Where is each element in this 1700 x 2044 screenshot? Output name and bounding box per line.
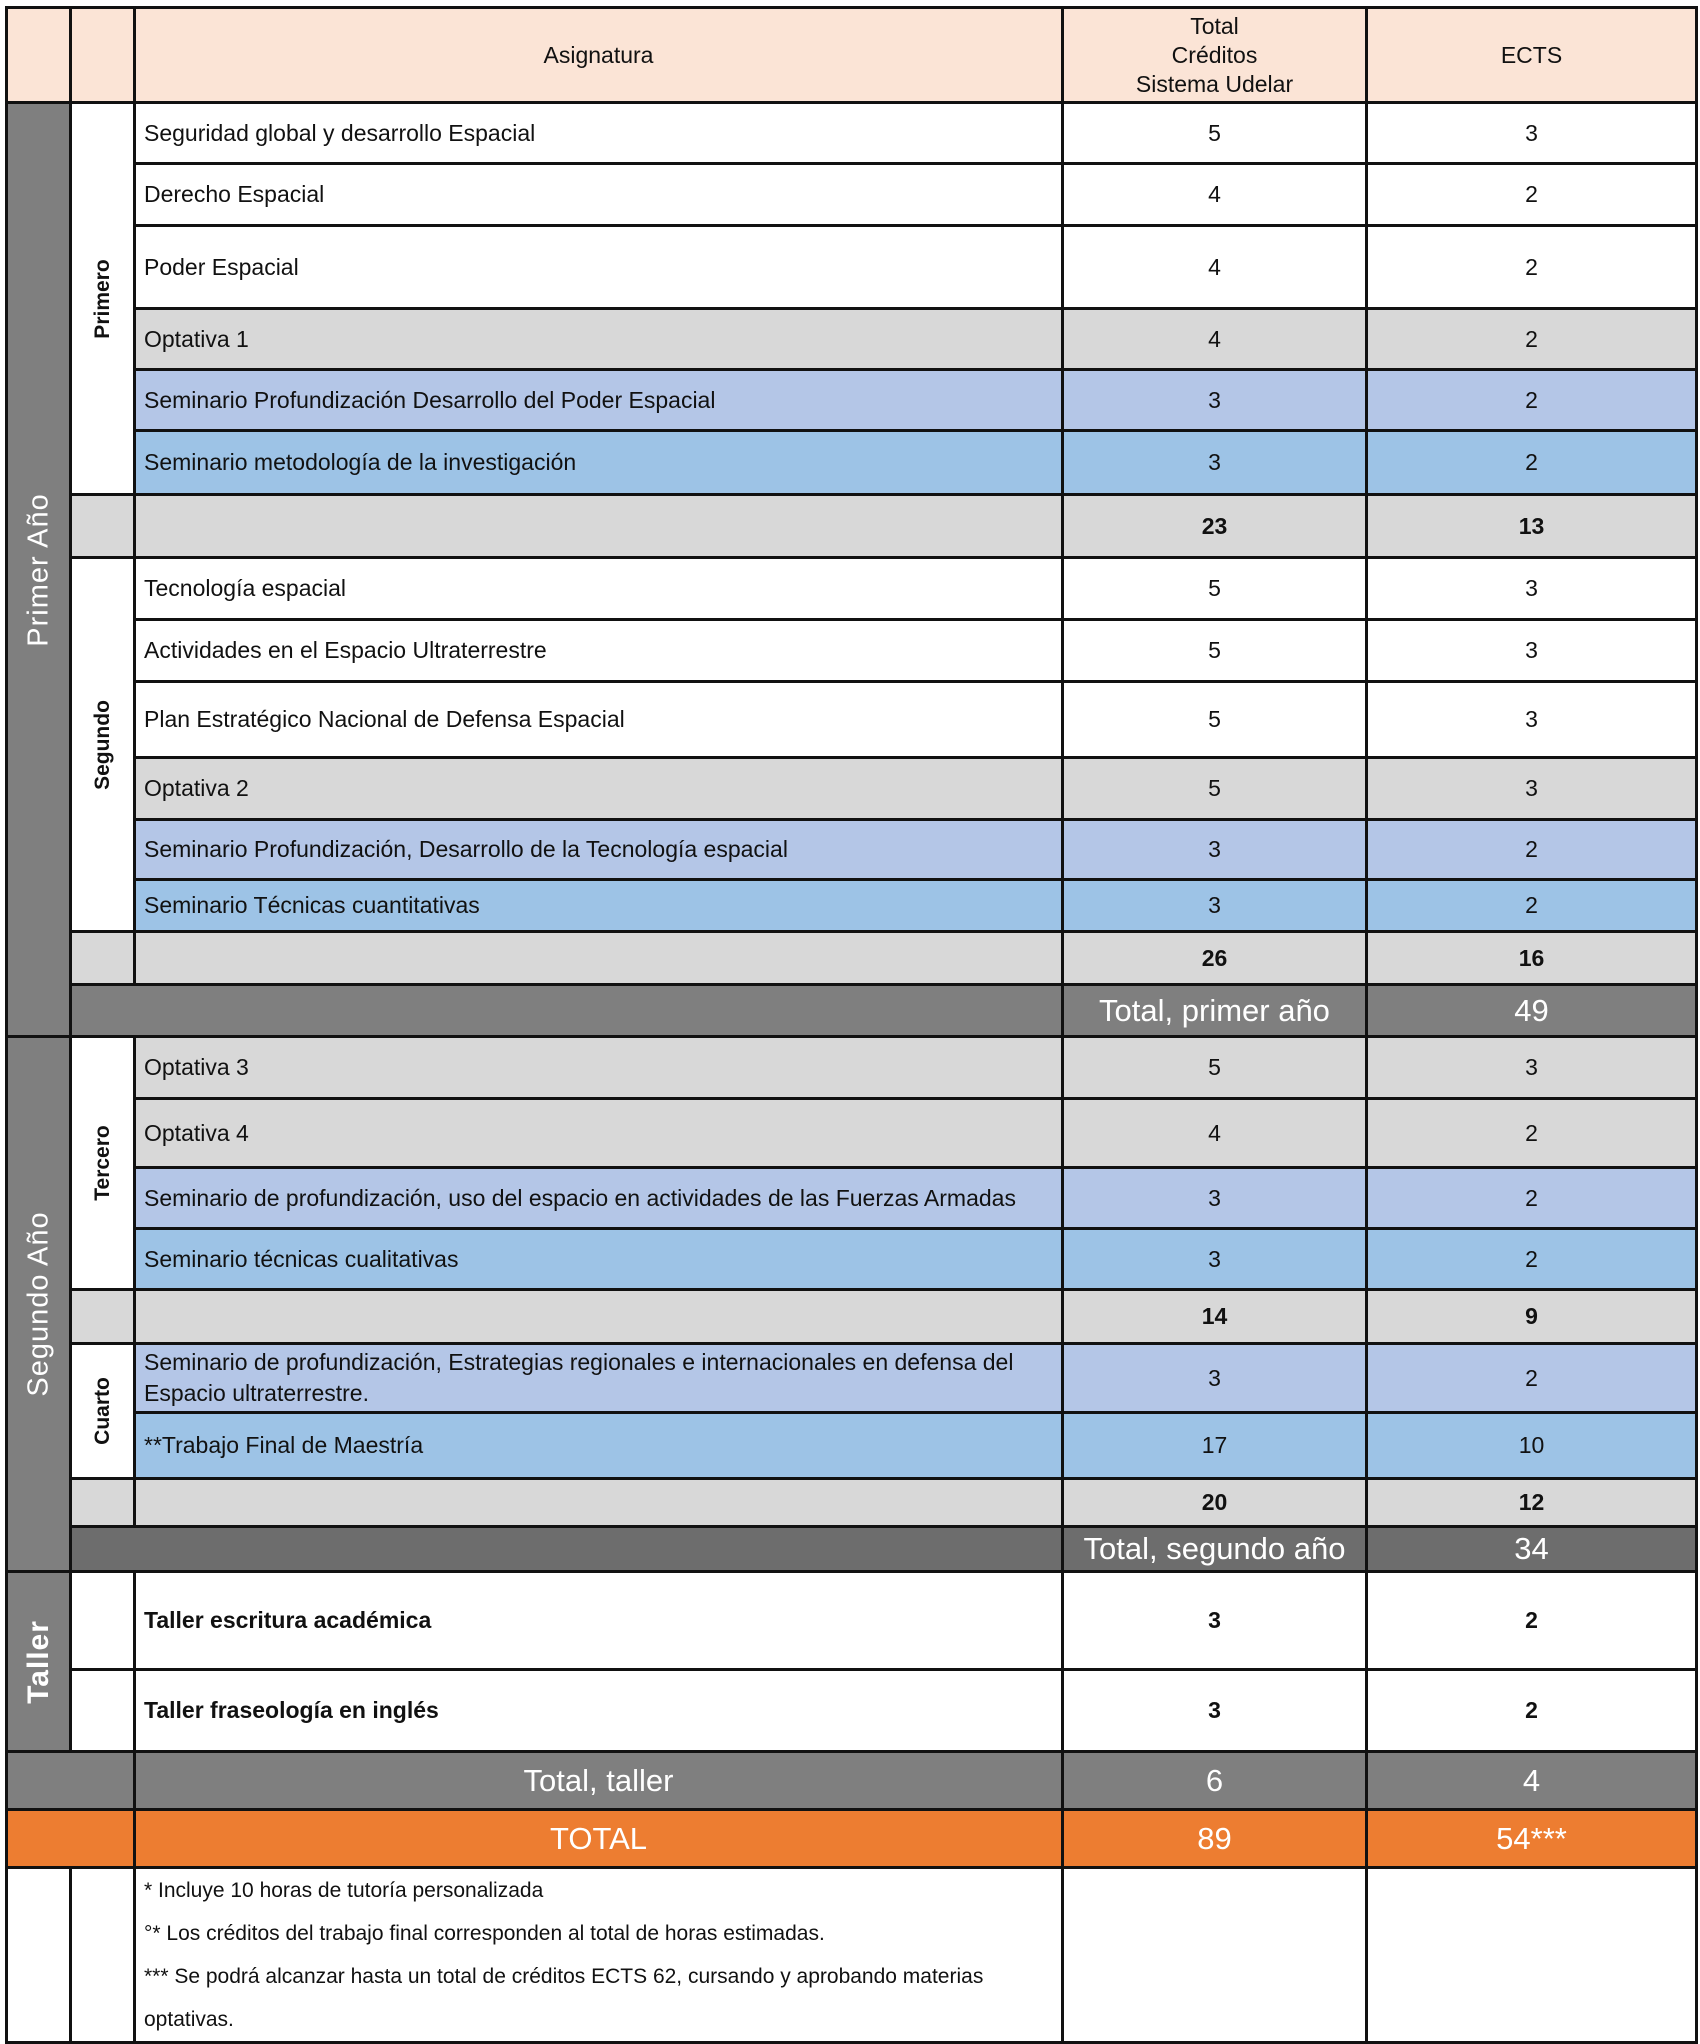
subject-ects: 2 bbox=[1367, 820, 1697, 880]
blank-cell bbox=[71, 1572, 135, 1670]
year-label-first-text: Primer Año bbox=[22, 492, 54, 647]
subject-name: Derecho Espacial bbox=[135, 164, 1063, 226]
subject-ects: 3 bbox=[1367, 682, 1697, 758]
notes-row bbox=[7, 1868, 1697, 2043]
subject-ects: 2 bbox=[1367, 1572, 1697, 1670]
semester-label-cuarto-text: Cuarto bbox=[90, 1377, 114, 1445]
subtotal-ects: 9 bbox=[1367, 1290, 1697, 1344]
subject-ects: 2 bbox=[1367, 1168, 1697, 1229]
subject-credits: 5 bbox=[1063, 558, 1367, 620]
subject-credits: 3 bbox=[1063, 1572, 1367, 1670]
subject-name: Tecnología espacial bbox=[135, 558, 1063, 620]
subject-credits: 3 bbox=[1063, 1168, 1367, 1229]
year-label-second-text: Segundo Año bbox=[22, 1211, 54, 1397]
subject-name: Seminario Profundización Desarrollo del Poder Espacial bbox=[135, 370, 1063, 431]
blank-cell bbox=[71, 1479, 135, 1527]
subject-name: Optativa 4 bbox=[135, 1099, 1063, 1168]
subject-name: Actividades en el Espacio Ultraterrestre bbox=[135, 620, 1063, 682]
header-credits-line1: Total bbox=[1190, 12, 1239, 39]
blank-cell bbox=[135, 932, 1063, 985]
subject-ects: 2 bbox=[1367, 226, 1697, 309]
subtotal-row bbox=[7, 1290, 1697, 1344]
blank-cell bbox=[1063, 1868, 1367, 2043]
table-row bbox=[7, 226, 1697, 309]
subject-name: Seguridad global y desarrollo Espacial bbox=[135, 103, 1063, 164]
subject-ects: 3 bbox=[1367, 103, 1697, 164]
subtotal-credits: 14 bbox=[1063, 1290, 1367, 1344]
total-first-year-row bbox=[7, 985, 1697, 1037]
table-row bbox=[7, 1344, 1697, 1413]
total-workshop-credits: 6 bbox=[1063, 1752, 1367, 1810]
blank-cell bbox=[135, 1290, 1063, 1344]
footnotes bbox=[135, 1868, 1063, 2043]
semester-label-segundo-text: Segundo bbox=[90, 699, 114, 790]
subject-name: Seminario de profundización, Estrategias regionales e internacionales en defensa del Espacio ultraterrestre. bbox=[135, 1344, 1063, 1413]
subject-name: Optativa 3 bbox=[135, 1037, 1063, 1099]
subject-credits: 4 bbox=[1063, 309, 1367, 370]
total-second-year-credits: 34 bbox=[1367, 1527, 1697, 1572]
blank-cell bbox=[1367, 1868, 1697, 2043]
subject-credits: 17 bbox=[1063, 1413, 1367, 1479]
total-first-year-credits: 49 bbox=[1367, 985, 1697, 1037]
blank-cell bbox=[71, 1290, 135, 1344]
subject-name: Seminario Técnicas cuantitativas bbox=[135, 880, 1063, 932]
subject-ects: 2 bbox=[1367, 1670, 1697, 1752]
grand-total-label: TOTAL bbox=[135, 1810, 1063, 1868]
total-workshop-label: Total, taller bbox=[135, 1752, 1063, 1810]
table-row bbox=[7, 309, 1697, 370]
header-ects: ECTS bbox=[1367, 8, 1697, 103]
subject-name: Optativa 2 bbox=[135, 758, 1063, 820]
table-row bbox=[7, 1572, 1697, 1670]
table-row bbox=[7, 164, 1697, 226]
table-row bbox=[7, 1037, 1697, 1099]
subject-credits: 4 bbox=[1063, 1099, 1367, 1168]
table-row bbox=[7, 1168, 1697, 1229]
table-row bbox=[7, 431, 1697, 495]
subject-ects: 3 bbox=[1367, 620, 1697, 682]
subject-name: Seminario técnicas cualitativas bbox=[135, 1229, 1063, 1290]
subject-credits: 3 bbox=[1063, 370, 1367, 431]
subject-ects: 3 bbox=[1367, 1037, 1697, 1099]
blank-cell bbox=[135, 495, 1063, 558]
table-row bbox=[7, 558, 1697, 620]
blank-cell bbox=[71, 1670, 135, 1752]
table-row bbox=[7, 1670, 1697, 1752]
subject-ects: 2 bbox=[1367, 880, 1697, 932]
grand-total-ects: 54*** bbox=[1367, 1810, 1697, 1868]
subtotal-row bbox=[7, 932, 1697, 985]
table-row bbox=[7, 820, 1697, 880]
blank-cell bbox=[71, 932, 135, 985]
semester-label-tercero bbox=[71, 1037, 135, 1290]
subtotal-credits: 26 bbox=[1063, 932, 1367, 985]
subtotal-ects: 13 bbox=[1367, 495, 1697, 558]
subtotal-row bbox=[7, 495, 1697, 558]
table-row bbox=[7, 1229, 1697, 1290]
subject-name: Seminario metodología de la investigación bbox=[135, 431, 1063, 495]
subject-ects: 2 bbox=[1367, 309, 1697, 370]
blank-cell bbox=[71, 985, 1063, 1037]
footnote: °* Los créditos del trabajo final corresponden al total de horas estimadas. bbox=[144, 1922, 825, 1945]
subject-ects: 2 bbox=[1367, 1099, 1697, 1168]
subject-credits: 5 bbox=[1063, 620, 1367, 682]
subject-name: Poder Espacial bbox=[135, 226, 1063, 309]
header-row bbox=[7, 8, 1697, 103]
total-first-year-label: Total, primer año bbox=[1063, 985, 1367, 1037]
curriculum-table bbox=[5, 6, 1698, 2044]
year-label-workshop-text: Taller bbox=[21, 1619, 55, 1704]
subtotal-row bbox=[7, 1479, 1697, 1527]
subtotal-ects: 16 bbox=[1367, 932, 1697, 985]
subject-credits: 5 bbox=[1063, 682, 1367, 758]
subject-ects: 3 bbox=[1367, 558, 1697, 620]
footnote: *** Se podrá alcanzar hasta un total de créditos ECTS 62, cursando y aprobando materias optativas. bbox=[144, 1965, 984, 2031]
semester-label-tercero-text: Tercero bbox=[90, 1125, 114, 1201]
subject-ects: 3 bbox=[1367, 758, 1697, 820]
total-workshop-row bbox=[7, 1752, 1697, 1810]
blank-cell bbox=[7, 1868, 71, 2043]
blank-cell bbox=[71, 1868, 135, 2043]
header-credits bbox=[1063, 8, 1367, 103]
grand-total-row bbox=[7, 1810, 1697, 1868]
footnote: * Incluye 10 horas de tutoría personalizada bbox=[144, 1879, 544, 1902]
semester-label-primero-text: Primero bbox=[90, 258, 114, 339]
subject-credits: 3 bbox=[1063, 1229, 1367, 1290]
header-blank-cell bbox=[7, 8, 71, 103]
grand-total-credits: 89 bbox=[1063, 1810, 1367, 1868]
subject-name: Optativa 1 bbox=[135, 309, 1063, 370]
curriculum-table-container bbox=[5, 6, 1698, 2044]
subject-credits: 3 bbox=[1063, 880, 1367, 932]
subject-ects: 2 bbox=[1367, 1344, 1697, 1413]
header-credits-line2: Créditos bbox=[1171, 41, 1258, 68]
subject-name: Taller fraseología en inglés bbox=[135, 1670, 1063, 1752]
table-row bbox=[7, 1099, 1697, 1168]
subject-ects: 10 bbox=[1367, 1413, 1697, 1479]
subject-credits: 3 bbox=[1063, 1670, 1367, 1752]
subject-credits: 5 bbox=[1063, 1037, 1367, 1099]
subtotal-credits: 20 bbox=[1063, 1479, 1367, 1527]
year-label-workshop bbox=[7, 1572, 71, 1752]
table-row bbox=[7, 1413, 1697, 1479]
blank-cell bbox=[135, 1479, 1063, 1527]
subject-credits: 3 bbox=[1063, 820, 1367, 880]
year-label-first bbox=[7, 103, 71, 1037]
table-row bbox=[7, 370, 1697, 431]
header-credits-line3: Sistema Udelar bbox=[1135, 70, 1294, 97]
header-subject: Asignatura bbox=[135, 8, 1063, 103]
subject-credits: 4 bbox=[1063, 226, 1367, 309]
semester-label-segundo bbox=[71, 558, 135, 932]
subject-name: **Trabajo Final de Maestría bbox=[135, 1413, 1063, 1479]
subject-credits: 4 bbox=[1063, 164, 1367, 226]
subject-credits: 3 bbox=[1063, 431, 1367, 495]
table-row bbox=[7, 880, 1697, 932]
subtotal-credits: 23 bbox=[1063, 495, 1367, 558]
year-label-second bbox=[7, 1037, 71, 1572]
subject-ects: 2 bbox=[1367, 431, 1697, 495]
table-row bbox=[7, 758, 1697, 820]
subject-name: Seminario de profundización, uso del espacio en actividades de las Fuerzas Armadas bbox=[135, 1168, 1063, 1229]
subject-ects: 2 bbox=[1367, 370, 1697, 431]
subject-name: Seminario Profundización, Desarrollo de la Tecnología espacial bbox=[135, 820, 1063, 880]
subject-ects: 2 bbox=[1367, 1229, 1697, 1290]
semester-label-primero bbox=[71, 103, 135, 495]
table-row bbox=[7, 682, 1697, 758]
header-blank-cell bbox=[71, 8, 135, 103]
subject-name: Taller escritura académica bbox=[135, 1572, 1063, 1670]
subject-ects: 2 bbox=[1367, 164, 1697, 226]
subject-credits: 3 bbox=[1063, 1344, 1367, 1413]
blank-cell bbox=[71, 1527, 1063, 1572]
blank-cell bbox=[7, 1752, 135, 1810]
semester-label-cuarto bbox=[71, 1344, 135, 1479]
blank-cell bbox=[7, 1810, 135, 1868]
total-second-year-row bbox=[7, 1527, 1697, 1572]
blank-cell bbox=[71, 495, 135, 558]
table-row bbox=[7, 103, 1697, 164]
table-row bbox=[7, 620, 1697, 682]
total-second-year-label: Total, segundo año bbox=[1063, 1527, 1367, 1572]
subject-credits: 5 bbox=[1063, 103, 1367, 164]
subject-name: Plan Estratégico Nacional de Defensa Espacial bbox=[135, 682, 1063, 758]
total-workshop-ects: 4 bbox=[1367, 1752, 1697, 1810]
subject-credits: 5 bbox=[1063, 758, 1367, 820]
subtotal-ects: 12 bbox=[1367, 1479, 1697, 1527]
